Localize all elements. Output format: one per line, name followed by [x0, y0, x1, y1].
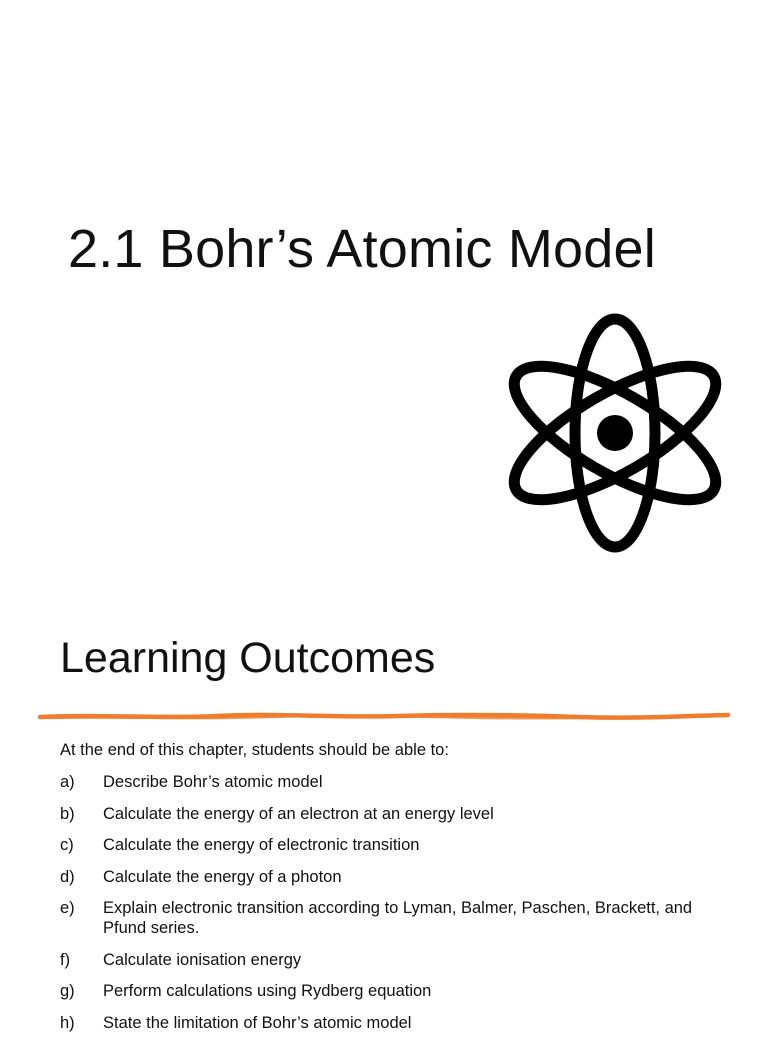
list-item-letter: b)	[60, 804, 75, 823]
list-item	[60, 804, 720, 824]
intro-text: At the end of this chapter, students should be able to:	[60, 741, 449, 759]
page-title: 2.1 Bohr’s Atomic Model	[68, 219, 656, 279]
list-item-text: Describe Bohr’s atomic model	[103, 773, 323, 791]
list-item-text: Explain electronic transition according to Lyman, Balmer, Paschen, Brackett, and Pfund series.	[103, 899, 693, 937]
list-item-text: State the limitation of Bohr’s atomic model	[103, 1013, 412, 1032]
list-item-text: Calculate the energy of a photon	[103, 867, 342, 886]
list-item-letter: g)	[60, 982, 75, 1000]
list-item-letter: a)	[60, 773, 75, 791]
outcome-list	[60, 772, 720, 1044]
list-item-text: Calculate the energy of an electron at an energy level	[103, 804, 494, 823]
list-item-letter: d)	[60, 867, 75, 886]
list-item-letter: f)	[60, 950, 71, 969]
list-item-letter: e)	[60, 899, 75, 917]
list-item-text: Calculate the energy of electronic transition	[103, 836, 420, 854]
list-item-text: Perform calculations using Rydberg equation	[103, 982, 432, 1000]
list-item	[60, 1013, 720, 1033]
list-item	[60, 950, 720, 970]
list-item-text: Calculate ionisation energy	[103, 950, 302, 969]
atom-icon	[504, 310, 726, 556]
list-item-letter: h)	[60, 1013, 75, 1032]
list-item	[60, 772, 720, 792]
list-item	[60, 867, 720, 887]
learning-outcomes-heading: Learning Outcomes	[60, 634, 436, 682]
list-item-letter: c)	[60, 836, 74, 854]
list-item	[60, 898, 720, 938]
list-item	[60, 981, 720, 1001]
list-item	[60, 835, 720, 855]
atom-nucleus	[597, 415, 633, 451]
heading-underline	[38, 708, 730, 724]
